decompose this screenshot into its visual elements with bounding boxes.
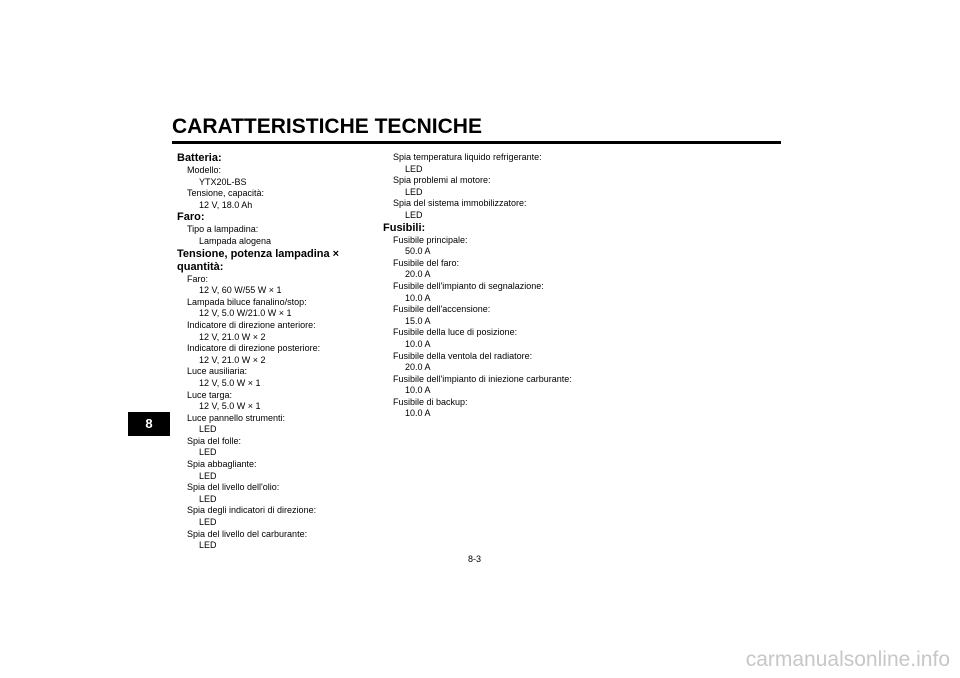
section-heading: Tensione, potenza lampadina × quantità: (177, 247, 340, 273)
chapter-tab: 8 (128, 412, 170, 436)
item-value: 12 V, 5.0 W/21.0 W × 1 (199, 308, 292, 319)
item-label: Spia problemi al motore: (393, 175, 491, 186)
item-label: Fusibile dell'impianto di iniezione carburante: (393, 373, 572, 384)
item-label: Spia del livello dell'olio: (187, 482, 280, 493)
page-title: CARATTERISTICHE TECNICHE (172, 115, 482, 138)
item-value: Lampada alogena (199, 235, 272, 246)
watermark: carmanualsonline.info (745, 648, 950, 671)
item-value: 10.0 A (405, 408, 431, 419)
item-label: Spia del folle: (187, 435, 242, 446)
item-label: Faro: (187, 273, 209, 284)
item-value: LED (199, 447, 217, 458)
item-label: Tipo a lampadina: (187, 224, 259, 235)
item-value: 12 V, 5.0 W × 1 (199, 401, 261, 412)
item-label: Indicatore di direzione posteriore: (187, 343, 321, 354)
item-label: Fusibile della ventola del radiatore: (393, 350, 533, 361)
item-value: 12 V, 18.0 Ah (199, 199, 253, 210)
item-value: 50.0 A (405, 246, 431, 257)
item-value: 10.0 A (405, 385, 431, 396)
item-label: Fusibile di backup: (393, 396, 468, 407)
left-column (177, 152, 377, 552)
item-label: Spia del sistema immobilizzatore: (393, 198, 527, 209)
section-batteria (177, 152, 377, 211)
section-spie (383, 152, 643, 222)
item-value: LED (199, 493, 217, 504)
item-value: LED (405, 209, 423, 220)
item-label: Spia del livello del carburante: (187, 528, 308, 539)
item-value: 10.0 A (405, 292, 431, 303)
item-value: LED (199, 540, 217, 551)
item-value: YTX20L-BS (199, 176, 247, 187)
title-rule (172, 141, 781, 144)
item-label: Tensione, capacità: (187, 188, 265, 199)
item-label: Spia abbagliante: (187, 459, 257, 470)
item-value: LED (405, 186, 423, 197)
item-label: Luce targa: (187, 389, 233, 400)
right-column (383, 152, 643, 420)
section-heading: Faro: (177, 211, 205, 224)
item-label: Fusibile della luce di posizione: (393, 327, 518, 338)
item-value: 12 V, 60 W/55 W × 1 (199, 285, 282, 296)
item-value: 20.0 A (405, 362, 431, 373)
item-value: 12 V, 21.0 W × 2 (199, 354, 266, 365)
item-label: Spia degli indicatori di direzione: (187, 505, 317, 516)
item-label: Luce ausiliaria: (187, 366, 248, 377)
item-value: LED (199, 424, 217, 435)
item-label: Fusibile del faro: (393, 257, 460, 268)
item-label: Fusibile dell'impianto di segnalazione: (393, 280, 544, 291)
item-label: Spia temperatura liquido refrigerante: (393, 152, 542, 162)
section-heading: Batteria: (177, 152, 222, 164)
item-value: LED (199, 470, 217, 481)
item-value: 12 V, 5.0 W × 1 (199, 377, 261, 388)
item-value: LED (199, 517, 217, 528)
item-label: Modello: (187, 165, 222, 175)
item-value: 12 V, 21.0 W × 2 (199, 331, 266, 342)
item-label: Luce pannello strumenti: (187, 412, 286, 423)
item-label: Indicatore di direzione anteriore: (187, 319, 316, 330)
item-label: Lampada biluce fanalino/stop: (187, 296, 307, 307)
item-label: Fusibile dell'accensione: (393, 304, 491, 315)
item-value: 10.0 A (405, 338, 431, 349)
item-value: 20.0 A (405, 269, 431, 280)
item-label: Fusibile principale: (393, 234, 468, 245)
section-heading: Fusibili: (383, 221, 426, 234)
section-fusibili (383, 222, 643, 421)
item-value: 15.0 A (405, 315, 431, 326)
section-faro (177, 211, 377, 247)
section-tensione (177, 248, 377, 552)
page-number: 8-3 (468, 554, 482, 564)
item-value: LED (405, 163, 423, 174)
